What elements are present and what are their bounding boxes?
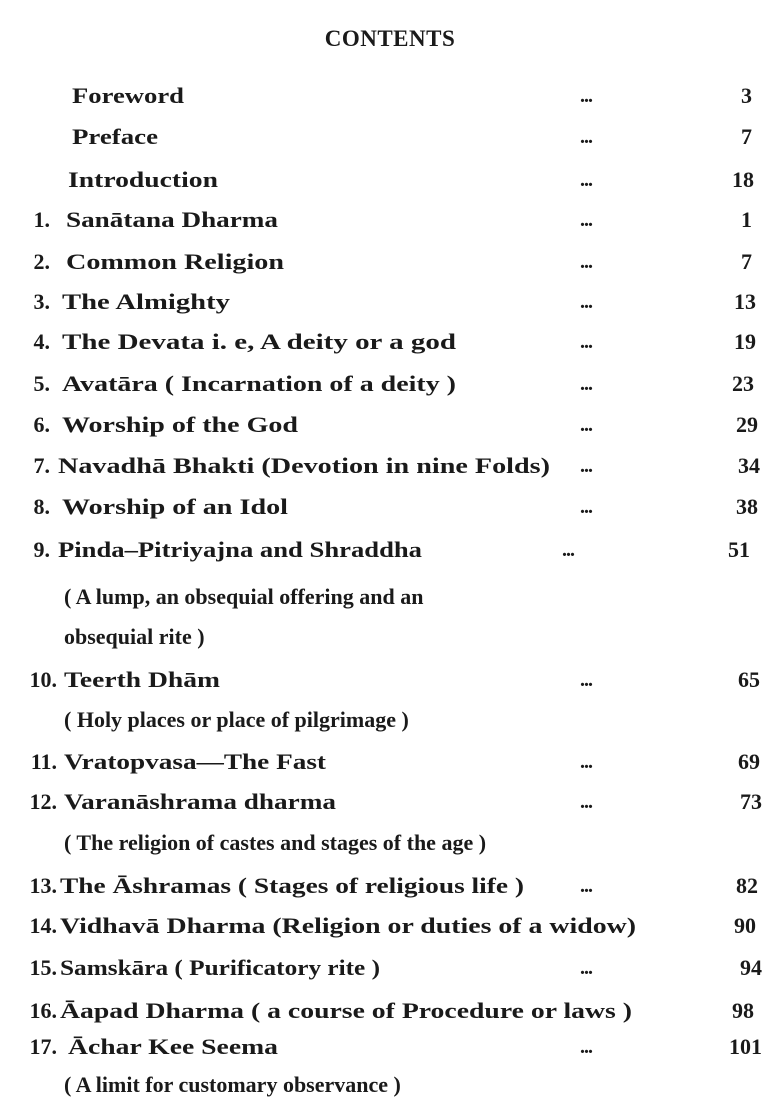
entry-number: 2. (33, 249, 50, 274)
entry-number: 15. (29, 955, 57, 980)
entry-title: Teerth Dhām (64, 667, 220, 692)
leader-dots: ... (580, 291, 592, 313)
entry-title: Vidhavā Dharma (Religion or duties of a widow) (60, 913, 636, 938)
page-number: 94 (740, 955, 762, 980)
entry-title: Preface (72, 124, 158, 149)
leader-dots: ... (580, 791, 592, 813)
page-number: 1 (741, 207, 752, 232)
entry-number: 12. (29, 789, 57, 814)
entry-number: 16. (29, 998, 57, 1023)
page-number: 13 (734, 289, 756, 314)
toc-entry[interactable] (0, 492, 780, 522)
toc-entry[interactable] (0, 122, 780, 152)
entry-title: Āchar Kee Seema (68, 1034, 278, 1059)
entry-title: Pinda–Pitriyajna and Shraddha (58, 537, 422, 562)
toc-entry[interactable] (0, 911, 780, 941)
toc-entry[interactable] (0, 747, 780, 777)
toc-entry[interactable] (0, 996, 780, 1026)
entry-title: The Almighty (62, 289, 230, 314)
leader-dots: ... (580, 455, 592, 477)
entry-subtitle: ( Holy places or place of pilgrimage ) (64, 707, 409, 732)
entry-title: Worship of an Idol (62, 494, 288, 519)
entry-title: Worship of the God (62, 412, 298, 437)
entry-number: 6. (33, 412, 50, 437)
entry-title: Navadhā Bhakti (Devotion in nine Folds) (58, 453, 550, 478)
page-number: 101 (729, 1034, 762, 1059)
page-number: 7 (741, 124, 752, 149)
toc-entry[interactable] (0, 535, 780, 565)
page-number: 98 (732, 998, 754, 1023)
contents-heading: CONTENTS (324, 26, 456, 51)
entry-number: 11. (30, 749, 57, 774)
toc-entry[interactable] (0, 81, 780, 111)
leader-dots: ... (580, 1036, 592, 1058)
toc-entry[interactable] (0, 165, 780, 195)
leader-dots: ... (580, 251, 592, 273)
entry-subtitle: ( The religion of castes and stages of the age ) (64, 830, 487, 855)
page-number: 51 (728, 537, 750, 562)
entry-subtitle: ( A lump, an obsequial offering and an (64, 584, 424, 609)
entry-number: 3. (33, 289, 50, 314)
entry-title: The Devata i. e, A deity or a god (62, 329, 456, 354)
entry-title: Avatāra ( Incarnation of a deity ) (62, 371, 456, 396)
toc-entry[interactable] (0, 871, 780, 901)
toc-entry[interactable] (0, 369, 780, 399)
leader-dots: ... (580, 85, 592, 107)
entry-number: 4. (33, 329, 50, 354)
entry-number: 5. (33, 371, 50, 396)
entry-title: Varanāshrama dharma (64, 789, 336, 814)
toc-entry[interactable] (0, 327, 780, 357)
page-number: 18 (732, 167, 754, 192)
entry-title: Common Religion (66, 249, 284, 274)
page-number: 90 (734, 913, 756, 938)
entry-number: 14. (29, 913, 57, 938)
toc-entry[interactable] (0, 451, 780, 481)
toc-entry[interactable] (0, 247, 780, 277)
leader-dots: ... (580, 126, 592, 148)
page-number: 65 (738, 667, 760, 692)
toc-entry[interactable] (0, 953, 780, 983)
toc-entry[interactable] (0, 205, 780, 235)
entry-title: Sanātana Dharma (66, 207, 278, 232)
leader-dots: ... (580, 751, 592, 773)
entry-number: 8. (33, 494, 50, 519)
page-number: 38 (736, 494, 758, 519)
toc-entry[interactable] (0, 1032, 780, 1062)
page-number: 3 (741, 83, 752, 108)
entry-number: 10. (29, 667, 57, 692)
leader-dots: ... (580, 331, 592, 353)
leader-dots: ... (580, 669, 592, 691)
leader-dots: ... (580, 169, 592, 191)
entry-number: 9. (33, 537, 50, 562)
leader-dots: ... (580, 496, 592, 518)
entry-title: Āapad Dharma ( a course of Procedure or laws ) (60, 998, 632, 1023)
page-number: 73 (740, 789, 762, 814)
leader-dots: ... (580, 957, 592, 979)
entry-number: 1. (33, 207, 50, 232)
entry-number: 17. (29, 1034, 57, 1059)
leader-dots: ... (580, 414, 592, 436)
toc-entry[interactable] (0, 287, 780, 317)
entry-title: Introduction (68, 167, 218, 192)
page-number: 19 (734, 329, 756, 354)
leader-dots: ... (580, 209, 592, 231)
toc-entry[interactable] (0, 410, 780, 440)
entry-number: 7. (33, 453, 50, 478)
leader-dots: ... (580, 875, 592, 897)
entry-subtitle: obsequial rite ) (64, 624, 205, 649)
entry-number: 13. (29, 873, 57, 898)
page-number: 69 (738, 749, 760, 774)
leader-dots: ... (562, 539, 574, 561)
toc-entry[interactable] (0, 787, 780, 817)
entry-title: Samskāra ( Purificatory rite ) (60, 955, 381, 980)
leader-dots: ... (580, 373, 592, 395)
entry-title: Foreword (72, 83, 184, 108)
page-number: 29 (736, 412, 758, 437)
toc-entry[interactable] (0, 665, 780, 695)
entry-subtitle: ( A limit for customary observance ) (64, 1072, 401, 1097)
page-number: 7 (741, 249, 752, 274)
entry-title: The Āshramas ( Stages of religious life ) (60, 873, 524, 898)
entry-title: Vratopvasa—The Fast (64, 749, 326, 774)
page-number: 34 (738, 453, 760, 478)
page-number: 23 (732, 371, 754, 396)
page-number: 82 (736, 873, 758, 898)
